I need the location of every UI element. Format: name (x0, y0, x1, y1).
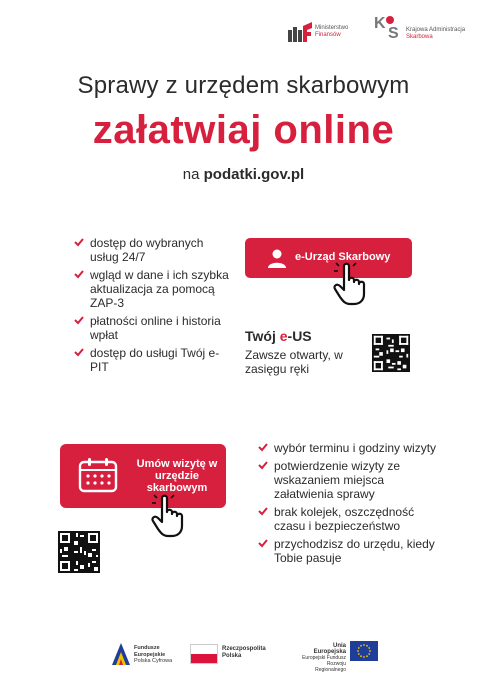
e-urzad-skarbowy-button[interactable] (245, 238, 412, 278)
list-item (74, 346, 234, 374)
checkmark-icon (74, 269, 84, 279)
checkmark-icon (258, 460, 268, 470)
fe-line3: Polska Cyfrowa (134, 658, 173, 664)
list-item (258, 537, 438, 565)
ue-line2: Europejski Fundusz (302, 655, 346, 661)
kas-logo-icon (374, 14, 404, 42)
feature-text: dostęp do wybranych usług 24/7 (90, 236, 204, 264)
feature-text: płatności online i historia wpłat (90, 314, 221, 342)
list-item (258, 505, 438, 533)
headline: Sprawy z urzędem skarbowym (77, 72, 410, 99)
rzeczpospolita-polska-logo (190, 643, 270, 665)
tagline-brand: Twój e-US (245, 328, 312, 344)
qr-code-visit (58, 531, 100, 573)
list-item (74, 314, 234, 342)
mf-logo-line1: Ministerstwo (315, 25, 349, 31)
checkmark-icon (74, 347, 84, 357)
feature-text: wybór terminu i godziny wizyty (274, 441, 437, 455)
ue-line3: Rozwoju Regionalnego (315, 661, 346, 673)
list-item (74, 268, 234, 310)
mf-logo-line2: Finansów (315, 32, 341, 38)
unia-europejska-logo (300, 641, 380, 673)
checkmark-icon (74, 315, 84, 325)
fe-logo-icon (112, 643, 130, 665)
ministry-of-finance-logo (288, 18, 358, 44)
checkmark-icon (74, 237, 84, 247)
rp-line2: Polska (222, 653, 242, 659)
eu-flag-icon (350, 641, 378, 661)
feature-text: potwierdzenie wizyty ze wskazaniem miejsca załatwienia sprawy (274, 459, 401, 501)
e-urzad-skarbowy-label: e-Urząd Skarbowy (295, 251, 391, 263)
list-item (258, 459, 438, 501)
list-item (74, 236, 234, 264)
main-title: załatwiaj online (92, 108, 395, 152)
ue-line1: Unia Europejska (313, 643, 346, 655)
list-item (258, 441, 438, 455)
kas-logo-line1: Krajowa Administracja (406, 27, 466, 33)
checkmark-icon (258, 538, 268, 548)
fe-line1: Fundusze (134, 645, 160, 651)
rp-line1: Rzeczpospolita (222, 646, 266, 652)
mf-logo-icon (288, 22, 312, 42)
umow-wizyte-button[interactable] (60, 444, 226, 508)
checkmark-icon (258, 442, 268, 452)
feature-text: wgląd w dane i ich szybka aktualizacja za pomocą ZAP-3 (90, 268, 229, 310)
feature-text: przychodzisz do urzędu, kiedy Tobie pasuje (274, 537, 435, 565)
kas-logo (374, 14, 474, 44)
svg-text:K: K (374, 15, 386, 32)
qr-code-eus (372, 334, 410, 372)
site-line (0, 166, 487, 183)
fe-line2: Europejskie (134, 651, 166, 658)
pointing-hand-icon (332, 262, 372, 306)
feature-text: dostęp do usługi Twój e-PIT (90, 346, 220, 374)
site-prefix: na (182, 166, 200, 183)
pointing-hand-icon (150, 494, 190, 538)
calendar-icon (78, 457, 118, 493)
polish-flag-icon (190, 644, 218, 664)
svg-text:S: S (388, 25, 399, 42)
kas-logo-line2: Skarbowa (406, 34, 433, 40)
twoj-eus-tagline (245, 328, 365, 376)
umow-wizyte-label: Umów wizytę w urzędzie skarbowym (136, 458, 218, 494)
feature-text: brak kolejek, oszczędność czasu i bezpieczeństwo (274, 505, 415, 533)
eus-feature-list (74, 236, 234, 378)
tagline-text: Zawsze otwarty, w zasięgu ręki (245, 348, 343, 376)
visit-feature-list (258, 441, 438, 569)
checkmark-icon (258, 506, 268, 516)
fundusze-europejskie-logo (112, 643, 182, 665)
person-icon (267, 248, 287, 268)
site-domain-link[interactable]: podatki.gov.pl (203, 166, 305, 183)
